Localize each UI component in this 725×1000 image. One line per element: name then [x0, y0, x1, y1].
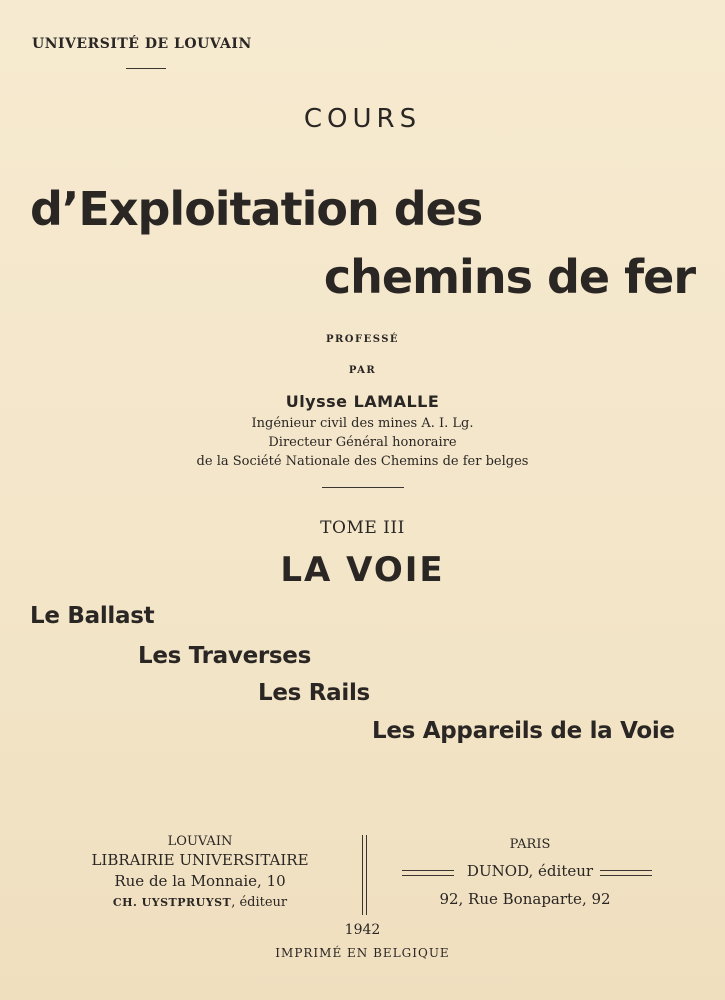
section-divider — [322, 487, 404, 488]
printed-in: IMPRIMÉ EN BELGIQUE — [275, 946, 450, 960]
louvain-address: Rue de la Monnaie, 10 — [114, 872, 286, 890]
paris-rule-right — [600, 870, 652, 876]
author-affiliation-3: de la Société Nationale des Chemins de fer belges — [196, 454, 529, 469]
louvain-city: LOUVAIN — [167, 834, 233, 849]
paris-city: PARIS — [509, 837, 551, 852]
topic-ballast: Le Ballast — [30, 603, 155, 629]
louvain-library: LIBRAIRIE UNIVERSITAIRE — [91, 851, 309, 869]
paris-publisher: DUNOD, éditeur — [466, 862, 594, 880]
imprint-divider-right — [366, 835, 367, 915]
author-affiliation-1: Ingénieur civil des mines A. I. Lg. — [251, 416, 474, 431]
course-label: COURS — [303, 104, 422, 134]
title-line-1: d’Exploitation des — [30, 182, 483, 236]
louvain-publisher-name: CH. UYSTPRUYST — [112, 896, 232, 909]
volume-subject: LA VOIE — [280, 550, 445, 590]
university-name: UNIVERSITÉ DE LOUVAIN — [32, 36, 252, 52]
publication-year: 1942 — [344, 922, 381, 938]
tome-label: TOME III — [320, 518, 405, 538]
header-rule — [126, 68, 166, 69]
title-line-2: chemins de fer — [323, 250, 695, 304]
author-affiliation-2: Directeur Général honoraire — [268, 435, 457, 450]
topic-appareils: Les Appareils de la Voie — [372, 718, 675, 744]
professe-label: PROFESSÉ — [325, 334, 400, 345]
author-name: Ulysse LAMALLE — [285, 392, 440, 411]
topic-rails: Les Rails — [258, 680, 370, 706]
paris-address: 92, Rue Bonaparte, 92 — [439, 890, 611, 908]
louvain-publisher-role: , éditeur — [231, 895, 288, 910]
topic-traverses: Les Traverses — [138, 643, 311, 669]
louvain-publisher — [80, 895, 320, 910]
par-label: PAR — [348, 365, 377, 376]
imprint-divider-left — [362, 835, 363, 915]
